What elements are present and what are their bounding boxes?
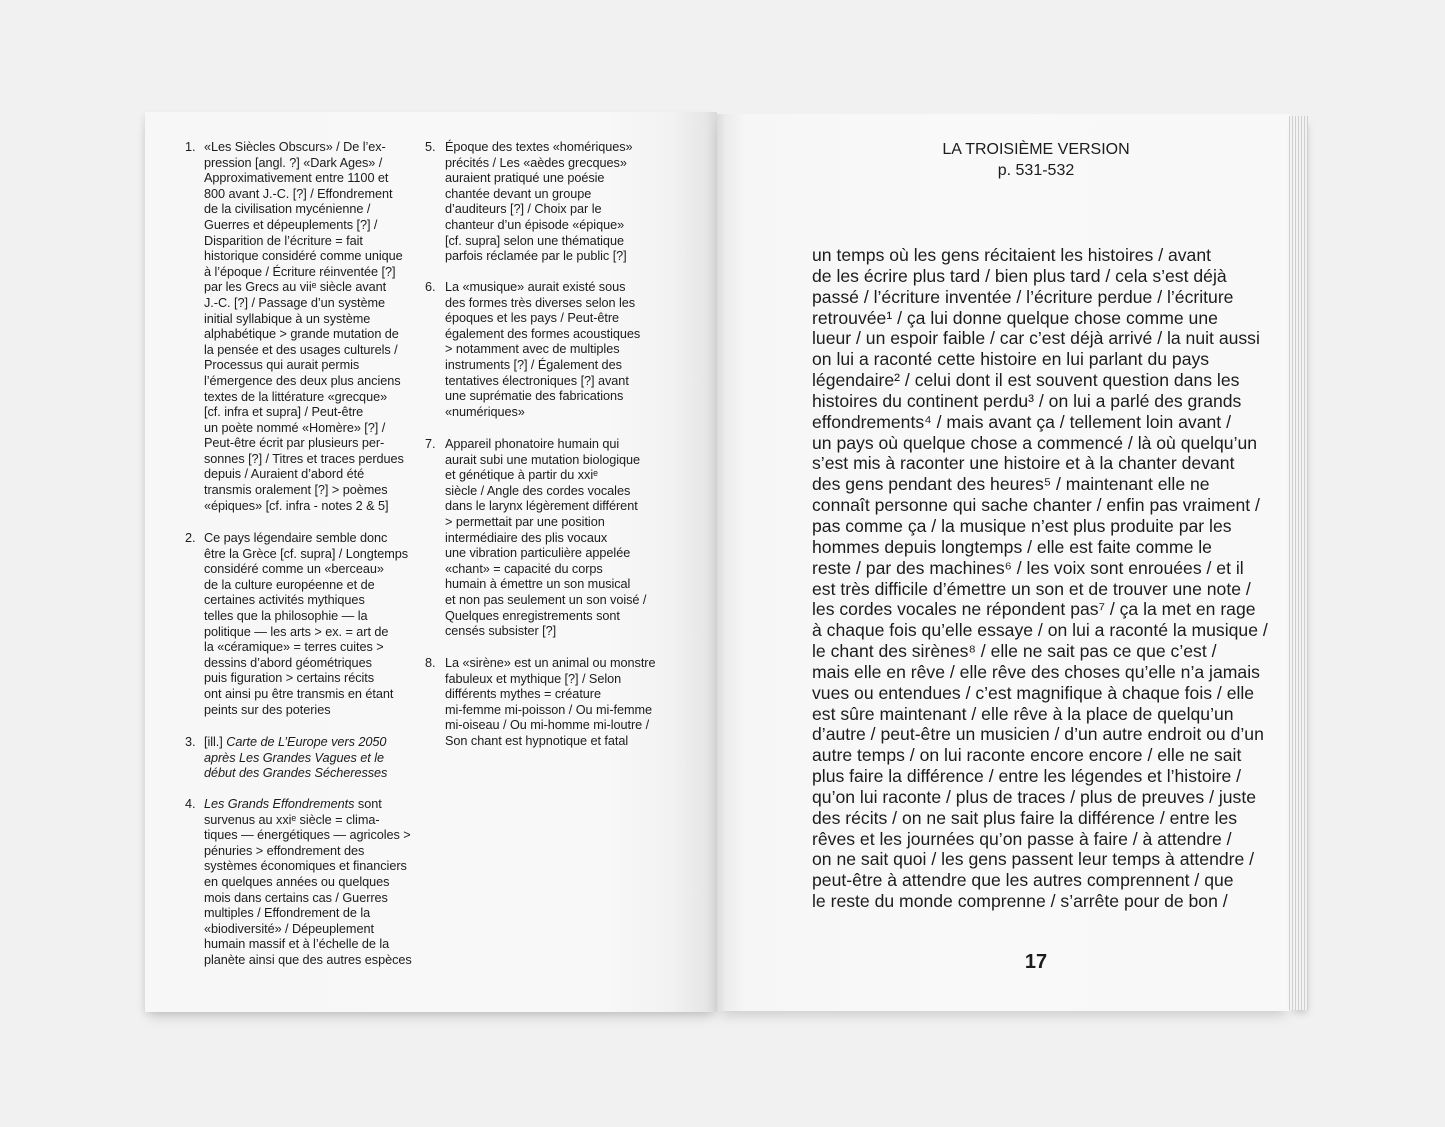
footnote-line: mois dans certains cas / Guerres: [204, 890, 388, 905]
footnote-line: «épiques» [cf. infra - notes 2 & 5]: [204, 498, 389, 513]
footnote-line: puis figuration > certains récits: [204, 671, 375, 686]
footnote-line: d’auditeurs [?] / Choix par le: [445, 202, 602, 217]
footnote-line: une suprématie des fabrications: [445, 389, 624, 404]
footnote-2: [185, 531, 408, 718]
footnote-line: différents mythes = créature: [445, 687, 601, 702]
chapter-heading: LA TROISIÈME VERSION: [942, 141, 1130, 158]
footnote-line: survenus au xxiᵉ siècle = clima-: [204, 812, 380, 827]
footnote-line: Processus qui aurait permis: [204, 358, 360, 373]
footnote-line: dessins d’abord géométriques: [204, 655, 372, 670]
footnote-line: tentatives électroniques [?] avant: [445, 373, 629, 388]
footnote-line: Quelques enregistrements sont: [445, 608, 620, 623]
footnote-line: et génétique à partir du xxiᵉ: [445, 468, 598, 483]
footnote-number: 1.: [185, 140, 196, 154]
footnote-text: [204, 531, 408, 718]
footnote-line: après Les Grandes Vagues et le: [204, 750, 384, 765]
footnote-line: La «musique» aurait existé sous: [445, 280, 626, 294]
illustration-prefix: [ill.]: [204, 735, 223, 749]
footnote-text: [204, 140, 404, 514]
footnote-line: 800 avant J.-C. [?] / Effondrement: [204, 186, 393, 201]
footnote-line: depuis / Auraient d’abord été: [204, 467, 365, 482]
left-page-footnotes: [145, 112, 717, 1012]
footnote-text: [445, 140, 633, 265]
footnote-line: mi-femme mi-poisson / Ou mi-femme: [445, 702, 653, 717]
body-text-line: à chaque fois qu’elle essaye / on lui a raconté la musique /: [812, 620, 1268, 641]
body-text-line: passé / l’écriture inventée / l’écriture perdue / l’écriture: [812, 286, 1234, 307]
body-text-line: de les écrire plus tard / bien plus tard / cela s’est déjà: [812, 265, 1227, 286]
footnote-line: transmis oralement [?] > poèmes: [204, 483, 388, 498]
footnote-line: être la Grèce [cf. supra] / Longtemps: [204, 546, 409, 561]
footnote-line: > permettait par une position: [445, 514, 605, 529]
footnote-line: Appareil phonatoire humain qui: [445, 437, 620, 451]
footnote-line: humain massif et à l’échelle de la: [204, 937, 390, 952]
footnote-4: [185, 797, 412, 969]
footnote-number: 7.: [425, 437, 436, 451]
footnote-line: tiques — énergétiques — agricoles >: [204, 828, 411, 843]
footnote-line: l’émergence des deux plus anciens: [204, 373, 401, 388]
body-text-line: peut-être à attendre que les autres comprennent / que: [812, 870, 1234, 891]
footnote-number: 4.: [185, 797, 196, 811]
body-text-line: retrouvée¹ / ça lui donne quelque chose comme une: [812, 307, 1218, 328]
body-text-line: mais elle en rêve / elle rêve des choses qu’elle n’a jamais: [812, 661, 1260, 682]
footnote-8: [425, 656, 656, 750]
footnote-line: chanteur d’un épisode «épique»: [445, 217, 625, 232]
body-text-line: d’autre / peut-être un musicien / d’un autre endroit ou d’un: [812, 724, 1264, 745]
page-edges: [1289, 116, 1308, 1010]
footnote-line-text: Carte de L’Europe vers 2050: [226, 735, 387, 749]
body-text-line: histoires du continent perdu³ / on lui a parlé des grands: [812, 390, 1242, 411]
footnote-line: à l’époque / Écriture réinventée [?]: [204, 264, 396, 279]
body-text-line: autre temps / on lui raconte encore encore / elle ne sait: [812, 745, 1242, 766]
footnote-line: > notamment avec de multiples: [445, 342, 620, 357]
footnote-line: humain à émettre un son musical: [445, 577, 631, 592]
footnote-6: [425, 280, 640, 420]
footnote-line: considéré comme un «berceau»: [204, 562, 384, 577]
footnote-line: en quelques années ou quelques: [204, 874, 390, 889]
footnote-number: 3.: [185, 735, 196, 749]
footnote-line: parfois réclamée par le public [?]: [445, 249, 627, 264]
body-text-line: un temps où les gens récitaient les histoires / avant: [812, 245, 1212, 265]
footnote-number: 6.: [425, 280, 436, 294]
footnote-line: ont ainsi pu être transmis en étant: [204, 686, 394, 701]
body-text-line: des récits / on ne sait plus faire la différence / entre les: [812, 807, 1238, 828]
footnote-line: Disparition de l’écriture = fait: [204, 233, 363, 248]
footnote-line: Approximativement entre 1100 et: [204, 171, 389, 186]
footnote-line-text: sont: [357, 797, 382, 811]
body-text-line: le chant des sirènes⁸ / elle ne sait pas ce que c’est /: [812, 641, 1217, 662]
footnote-line: peints sur des poteries: [204, 702, 331, 717]
body-text-line: on lui a raconté cette histoire en lui parlant du pays: [812, 349, 1210, 370]
footnote-text: [445, 280, 640, 420]
footnote-number: 5.: [425, 140, 436, 154]
footnote-line: multiples / Effondrement de la: [204, 906, 371, 921]
footnote-line: et non pas seulement un son voisé /: [445, 592, 647, 607]
footnote-line: des formes très diverses selon les: [445, 295, 636, 310]
footnote-line: «biodiversité» / Dépeuplement: [204, 921, 374, 936]
footnote-line: la «céramique» = terres cuites >: [204, 640, 384, 655]
footnote-line: un poète nommé «Homère» [?] /: [204, 420, 386, 435]
footnote-line: alphabétique > grande mutation de: [204, 327, 399, 342]
footnote-line: certaines activités mythiques: [204, 593, 365, 608]
footnote-line: instruments [?] / Également des: [445, 357, 622, 372]
footnote-line: «Les Siècles Obscurs» / De l’ex-: [204, 140, 386, 154]
footnote-line: de la culture européenne et de: [204, 577, 375, 592]
footnote-line: Époque des textes «homériques»: [445, 140, 633, 154]
footnote-7: [425, 437, 646, 640]
body-text-line: qu’on lui raconte / plus de traces / plus de preuves / juste: [812, 786, 1257, 807]
footnote-text: [204, 797, 412, 969]
footnote-line: aurait subi une mutation biologique: [445, 452, 641, 467]
body-text: [812, 245, 1282, 912]
footnote-line: [cf. supra] selon une thématique: [445, 233, 624, 248]
footnote-text: [445, 656, 656, 750]
body-text-line: reste / par des machines⁶ / les voix sont enrouées / et il: [812, 557, 1244, 578]
footnote-line: pénuries > effondrement des: [204, 843, 365, 858]
footnote-line: siècle / Angle des cordes vocales: [445, 483, 631, 498]
footnote-line: Son chant est hypnotique et fatal: [445, 733, 629, 748]
body-text-line: un pays où quelque chose a commencé / là où quelqu’un: [812, 432, 1258, 453]
footnote-line: politique — les arts > ex. = art de: [204, 624, 389, 639]
body-text-line: vues ou entendues / c’est magnifique à chaque fois / elle: [812, 682, 1255, 703]
footnote-line: Peut-être écrit par plusieurs per-: [204, 436, 385, 451]
right-page-text: [717, 114, 1290, 1011]
footnote-1: [185, 140, 404, 514]
italic-title: Les Grands Effondrements: [204, 797, 355, 811]
footnote-line: la pensée et des usages culturels /: [204, 342, 398, 357]
footnote-line: de la civilisation mycénienne /: [204, 202, 371, 217]
footnote-line: [204, 797, 412, 813]
footnote-line: par les Grecs au viiᵉ siècle avant: [204, 280, 387, 295]
body-text-line: on ne sait quoi / les gens passent leur temps à attendre /: [812, 849, 1255, 870]
body-text-line: lueur / un espoir faible / car c’est déjà arrivé / la nuit aussi: [812, 328, 1260, 349]
body-text-line: pas comme ça / la musique n’est plus produite par les: [812, 515, 1232, 536]
footnote-line: censés subsister [?]: [445, 624, 557, 639]
footnote-line: une vibration particulière appelée: [445, 546, 631, 561]
body-text-line: le reste du monde comprenne / s’arrête pour de bon /: [812, 891, 1228, 912]
footnote-line: également des formes acoustiques: [445, 326, 641, 341]
footnote-line: pression [angl. ?] «Dark Ages» /: [204, 155, 383, 170]
footnote-line: chantée devant un groupe: [445, 186, 592, 201]
footnote-line: intermédiaire des plis vocaux: [445, 530, 608, 545]
footnote-line: systèmes économiques et financiers: [204, 859, 407, 874]
page-number: 17: [1024, 951, 1048, 973]
footnote-line: telles que la philosophie — la: [204, 608, 368, 623]
body-text-line: rêves et les journées qu’on passe à faire / à attendre /: [812, 828, 1232, 849]
footnote-line: textes de la littérature «grecque»: [204, 389, 388, 404]
body-text-line: les cordes vocales ne répondent pas⁷ / ça la met en rage: [812, 599, 1256, 620]
body-text-line: effondrements⁴ / mais avant ça / tellement loin avant /: [812, 411, 1231, 432]
footnote-line: «chant» = capacité du corps: [445, 561, 603, 576]
footnote-line: initial syllabique à un système: [204, 311, 371, 326]
footnote-line: début des Grandes Sécheresses: [204, 766, 388, 781]
footnote-line: sonnes [?] / Titres et traces perdues: [204, 451, 404, 466]
footnote-line: Ce pays légendaire semble donc: [204, 531, 388, 545]
footnote-line: historique considéré comme unique: [204, 249, 403, 264]
footnote-line: auraient pratiqué une poésie: [445, 171, 605, 186]
footnote-text: [204, 735, 387, 782]
footnote-3: [185, 735, 387, 782]
footnote-line: fabuleux et mythique [?] / Selon: [445, 671, 622, 686]
page-reference: p. 531-532: [997, 162, 1075, 179]
footnote-text: [445, 437, 646, 640]
body-text-line: plus faire la différence / entre les légendes et l’histoire /: [812, 766, 1242, 787]
body-text-line: s’est mis à raconter une histoire et à la chanter devant: [812, 453, 1235, 474]
footnote-line: [cf. infra et supra] / Peut-être: [204, 405, 364, 420]
body-text-line: est sûre maintenant / elle rêve à la place de quelqu’un: [812, 703, 1234, 724]
footnote-line: dans le larynx légèrement différent: [445, 499, 638, 514]
footnote-line: planète ainsi que des autres espèces: [204, 952, 412, 967]
footnote-line: époques et les pays / Peut-être: [445, 311, 620, 326]
footnote-line: J.-C. [?] / Passage d’un système: [204, 295, 386, 310]
footnote-number: 2.: [185, 531, 196, 545]
footnote-line: Guerres et dépeuplements [?] /: [204, 217, 378, 232]
body-text-line: des gens pendant des heures⁵ / maintenant elle ne: [812, 474, 1210, 495]
footnote-line: La «sirène» est un animal ou monstre: [445, 656, 656, 670]
body-text-line: légendaire² / celui dont il est souvent question dans les: [812, 370, 1240, 391]
body-text-line: est très difficile d’émettre un son et de trouver une note /: [812, 578, 1251, 599]
footnote-line: mi-oiseau / Ou mi-homme mi-loutre /: [445, 718, 650, 733]
footnote-line: «numériques»: [445, 404, 525, 419]
footnote-5: [425, 140, 633, 265]
footnote-line: précités / Les «aèdes grecques»: [445, 155, 627, 170]
footnote-number: 8.: [425, 656, 436, 670]
footnote-line: [204, 735, 387, 751]
body-text-line: hommes depuis longtemps / elle est faite comme le: [812, 536, 1212, 557]
body-text-line: connaît personne qui sache chanter / enfin pas vraiment /: [812, 495, 1260, 516]
